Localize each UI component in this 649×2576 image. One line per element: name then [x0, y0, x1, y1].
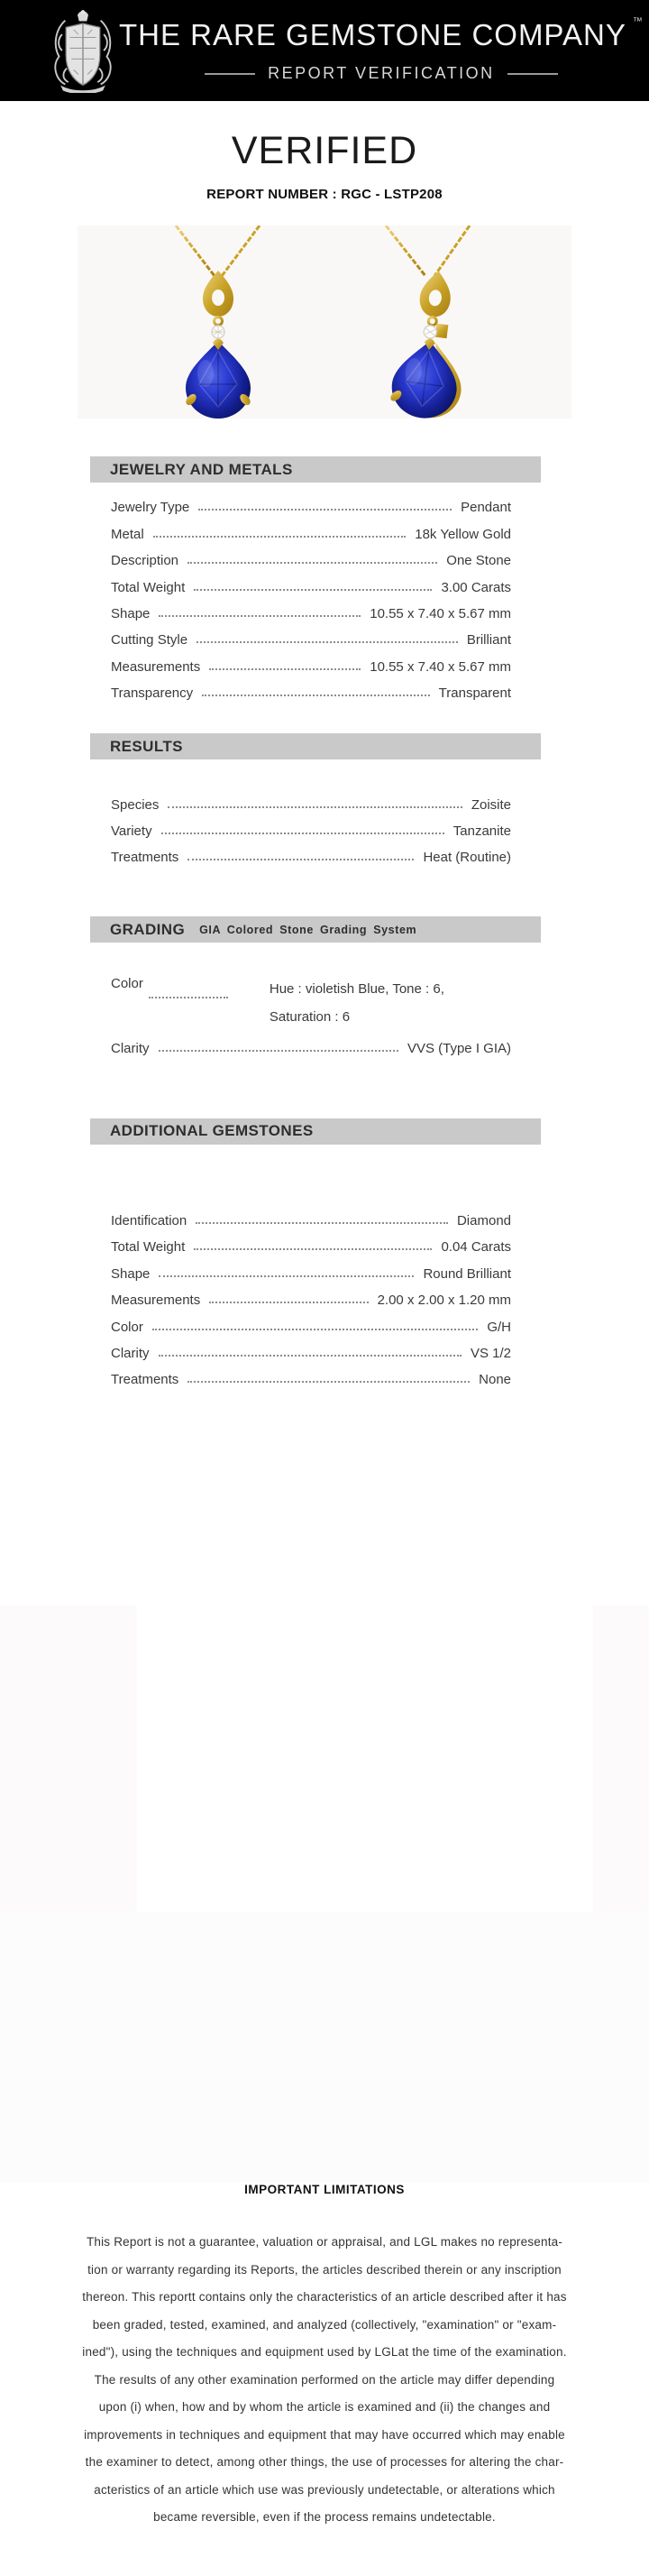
company-name-text: THE RARE GEMSTONE COMPANY	[119, 18, 626, 51]
spec-value	[270, 976, 444, 1031]
company-name	[119, 18, 644, 52]
spec-row	[111, 1283, 511, 1310]
spec-row	[111, 814, 511, 841]
limitations-paragraph	[61, 2229, 588, 2532]
spec-value: None	[479, 1372, 511, 1388]
spec-label: Cutting Style	[111, 632, 188, 649]
spec-row	[111, 976, 511, 1031]
dotted-leader	[159, 1050, 398, 1052]
dotted-leader	[198, 509, 452, 511]
section-subtitle: GIA Colored Stone Grading System	[199, 923, 417, 936]
verified-status: VERIFIED	[231, 129, 418, 172]
section-header-bar	[90, 1118, 541, 1145]
spec-value: G/H	[487, 1319, 511, 1335]
spec-value: 2.00 x 2.00 x 1.20 mm	[377, 1293, 511, 1309]
spec-value-line-1: Hue : violetish Blue, Tone : 6,	[269, 981, 444, 998]
section-title: RESULTS	[110, 737, 183, 755]
spec-label: Species	[111, 796, 160, 813]
spec-label: Description	[111, 553, 179, 569]
limitations-text-line: upon (i) when, how and by whom the article is examined and (ii) the changes and	[98, 2400, 551, 2415]
spec-row	[111, 841, 511, 867]
limitations-text-line: tion or warranty regarding its Reports, the articles described therein or any inscription	[87, 2262, 562, 2277]
dotted-leader	[168, 806, 462, 808]
dotted-leader	[196, 1222, 448, 1224]
spec-value: Diamond	[456, 1213, 511, 1229]
dotted-leader	[149, 976, 228, 998]
report-verification-banner	[205, 64, 558, 83]
spec-label: Clarity	[111, 1040, 150, 1056]
header	[0, 0, 649, 101]
spec-label: Shape	[111, 1265, 151, 1282]
spec-value: 18k Yellow Gold	[415, 526, 511, 542]
dotted-leader	[209, 1302, 368, 1303]
spec-value: VVS (Type I GIA)	[407, 1040, 511, 1056]
limitations-text-line: ined"), using the techniques and equipment used by LGLat the time of the examination.	[82, 2345, 567, 2360]
left-dash-rule	[205, 73, 255, 75]
dotted-leader	[197, 641, 458, 643]
dotted-leader	[159, 1355, 462, 1357]
section-grading	[90, 916, 541, 1057]
spec-rows	[90, 1145, 541, 1390]
spec-value: Zoisite	[471, 796, 511, 813]
dotted-leader	[161, 833, 444, 834]
spec-label: Treatments	[111, 850, 179, 866]
dotted-leader	[209, 668, 361, 670]
header-titles	[119, 18, 644, 83]
section-jewelry-and-metals	[90, 456, 541, 703]
spec-label: Jewelry Type	[111, 500, 190, 516]
spec-label: Identification	[111, 1213, 187, 1229]
spec-value: One Stone	[446, 553, 511, 569]
spec-label: Treatments	[111, 1372, 179, 1388]
dotted-leader	[152, 1329, 478, 1330]
product-photo-strip	[78, 225, 571, 419]
spec-label: Metal	[111, 526, 144, 542]
spec-row	[111, 1363, 511, 1389]
spec-row	[111, 1310, 511, 1336]
spec-row	[111, 544, 511, 570]
spec-value: 0.04 Carats	[441, 1239, 511, 1256]
limitations-heading: IMPORTANT LIMITATIONS	[244, 2183, 405, 2197]
limitations-text-line: acteristics of an article which use was previously undetectable, or alterations which	[94, 2482, 555, 2497]
pendant-photo-side	[363, 225, 498, 419]
spec-rows	[90, 943, 541, 1057]
important-limitations	[0, 2183, 649, 2532]
spec-label: Measurements	[111, 658, 201, 675]
spec-value: Transparent	[438, 685, 511, 702]
spec-row	[111, 787, 511, 814]
spec-label: Color	[111, 1319, 143, 1335]
limitations-text-line: The results of any other examination performed on the article may differ depending	[94, 2372, 555, 2387]
report-number: REPORT NUMBER : RGC - LSTP208	[206, 187, 443, 202]
spec-row	[111, 1337, 511, 1363]
section-header-bar	[90, 456, 541, 483]
spec-row	[111, 491, 511, 517]
spec-row	[111, 1031, 511, 1057]
section-title: JEWELRY AND METALS	[110, 460, 293, 478]
spec-value: Tanzanite	[452, 823, 511, 839]
limitations-text-line: This Report is not a guarantee, valuation or appraisal, and LGL makes no representa-	[86, 2235, 563, 2249]
spec-row	[111, 649, 511, 676]
dotted-leader	[187, 562, 437, 564]
dotted-leader	[194, 1248, 432, 1250]
spec-row	[111, 1256, 511, 1283]
spec-label: Clarity	[111, 1346, 150, 1362]
spec-label: Variety	[111, 823, 152, 839]
faint-watermark-bottom	[0, 1912, 649, 2183]
dotted-leader	[159, 615, 361, 617]
spec-row	[111, 623, 511, 649]
limitations-text-line: the examiner to detect, among other things, the use of processes for altering the char-	[85, 2455, 564, 2470]
spec-row	[111, 517, 511, 543]
spec-value: Pendant	[461, 500, 511, 516]
spec-label: Shape	[111, 605, 151, 621]
spec-label: Color	[111, 976, 143, 992]
dotted-leader	[194, 589, 432, 591]
spec-value: Heat (Routine)	[423, 850, 511, 866]
section-results	[90, 733, 541, 867]
limitations-text-line: improvements in techniques and equipment that may have occurred which may enable	[84, 2427, 565, 2442]
limitations-text-line: thereon. This reportt contains only the characteristics of an article described after it has	[82, 2290, 567, 2305]
spec-rows	[90, 759, 541, 867]
spec-label: Total Weight	[111, 1239, 186, 1256]
limitations-text-line: been graded, tested, examined, and analyzed (collectively, "examination" or "exam-	[92, 2317, 557, 2332]
spec-value: Round Brilliant	[423, 1265, 511, 1282]
spec-value: 3.00 Carats	[441, 579, 511, 595]
spec-value-line-2: Saturation : 6	[269, 1008, 351, 1025]
section-header-bar	[90, 733, 541, 759]
report-verification-label: REPORT VERIFICATION	[268, 64, 495, 82]
spec-label: Transparency	[111, 685, 194, 702]
spec-row	[111, 570, 511, 596]
spec-label: Measurements	[111, 1293, 201, 1309]
dotted-leader	[187, 1381, 470, 1383]
spec-label: Total Weight	[111, 579, 186, 595]
spec-value: 10.55 x 7.40 x 5.67 mm	[370, 658, 511, 675]
pendant-photo-front	[151, 225, 286, 419]
spec-row	[111, 676, 511, 703]
spec-row	[111, 1204, 511, 1230]
section-additional-gemstones	[90, 1118, 541, 1390]
spec-row	[111, 1230, 511, 1256]
spec-value: VS 1/2	[470, 1346, 511, 1362]
section-title: GRADING	[110, 920, 186, 938]
limitations-text-line: became reversible, even if the process remains undetectable.	[153, 2510, 496, 2525]
spec-value: Brilliant	[466, 632, 511, 649]
dotted-leader	[202, 695, 430, 696]
dotted-leader	[153, 536, 407, 538]
dotted-leader	[187, 859, 414, 860]
trademark-symbol: ™	[632, 16, 644, 27]
company-crest-logo	[47, 8, 119, 93]
spec-value: 10.55 x 7.40 x 5.67 mm	[370, 605, 511, 621]
spec-rows	[90, 483, 541, 703]
right-dash-rule	[507, 73, 558, 75]
section-title: ADDITIONAL GEMSTONES	[110, 1122, 314, 1140]
spec-row	[111, 597, 511, 623]
section-header-bar	[90, 916, 541, 943]
dotted-leader	[159, 1275, 414, 1277]
